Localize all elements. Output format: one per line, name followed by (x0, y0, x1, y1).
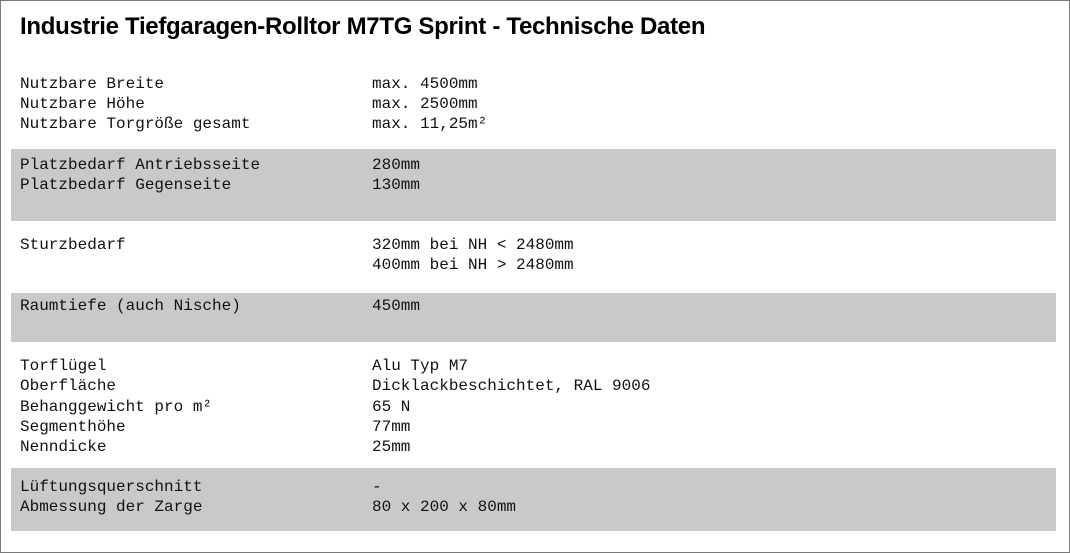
spec-label: Nutzbare Breite (20, 75, 165, 93)
spec-group-door-leaf (11, 353, 1056, 461)
spec-label: Lüftungsquerschnitt (20, 478, 203, 496)
spec-value: - (372, 478, 382, 496)
spec-group-dimensions (11, 71, 1056, 141)
spec-label: Raumtiefe (auch Nische) (20, 297, 241, 315)
spec-value: 77mm (372, 418, 411, 436)
spec-label: Behanggewicht pro m² (20, 398, 213, 416)
spec-label: Abmessung der Zarge (20, 498, 203, 516)
spec-value: 280mm (372, 156, 421, 174)
spec-value: 400mm bei NH > 2480mm (372, 256, 574, 274)
spec-value: max. 2500mm (372, 95, 478, 113)
spec-value: Dicklackbeschichtet, RAL 9006 (372, 377, 651, 395)
spec-group-space-requirement (11, 149, 1056, 221)
spec-label: Segmenthöhe (20, 418, 126, 436)
spec-value: 25mm (372, 438, 411, 456)
spec-label: Nutzbare Torgröße gesamt (20, 115, 251, 133)
spec-label: Nutzbare Höhe (20, 95, 145, 113)
spec-value: 450mm (372, 297, 421, 315)
spec-value: 320mm bei NH < 2480mm (372, 236, 574, 254)
spec-value: 130mm (372, 176, 421, 194)
page-title: Industrie Tiefgaragen-Rolltor M7TG Sprint - Technische Daten (20, 13, 706, 40)
spec-group-lintel (11, 231, 1056, 286)
spec-value: 80 x 200 x 80mm (372, 498, 517, 516)
spec-label: Platzbedarf Gegenseite (20, 176, 232, 194)
spec-group-room-depth (11, 293, 1056, 342)
spec-label: Nenndicke (20, 438, 107, 456)
spec-value: max. 4500mm (372, 75, 478, 93)
spec-label: Platzbedarf Antriebsseite (20, 156, 261, 174)
spec-value: max. 11,25m² (372, 115, 488, 133)
spec-label: Torflügel (20, 357, 107, 375)
spec-value: Alu Typ M7 (372, 357, 469, 375)
spec-group-ventilation-frame (11, 468, 1056, 531)
spec-value: 65 N (372, 398, 411, 416)
spec-label: Sturzbedarf (20, 236, 126, 254)
spec-label: Oberfläche (20, 377, 117, 395)
